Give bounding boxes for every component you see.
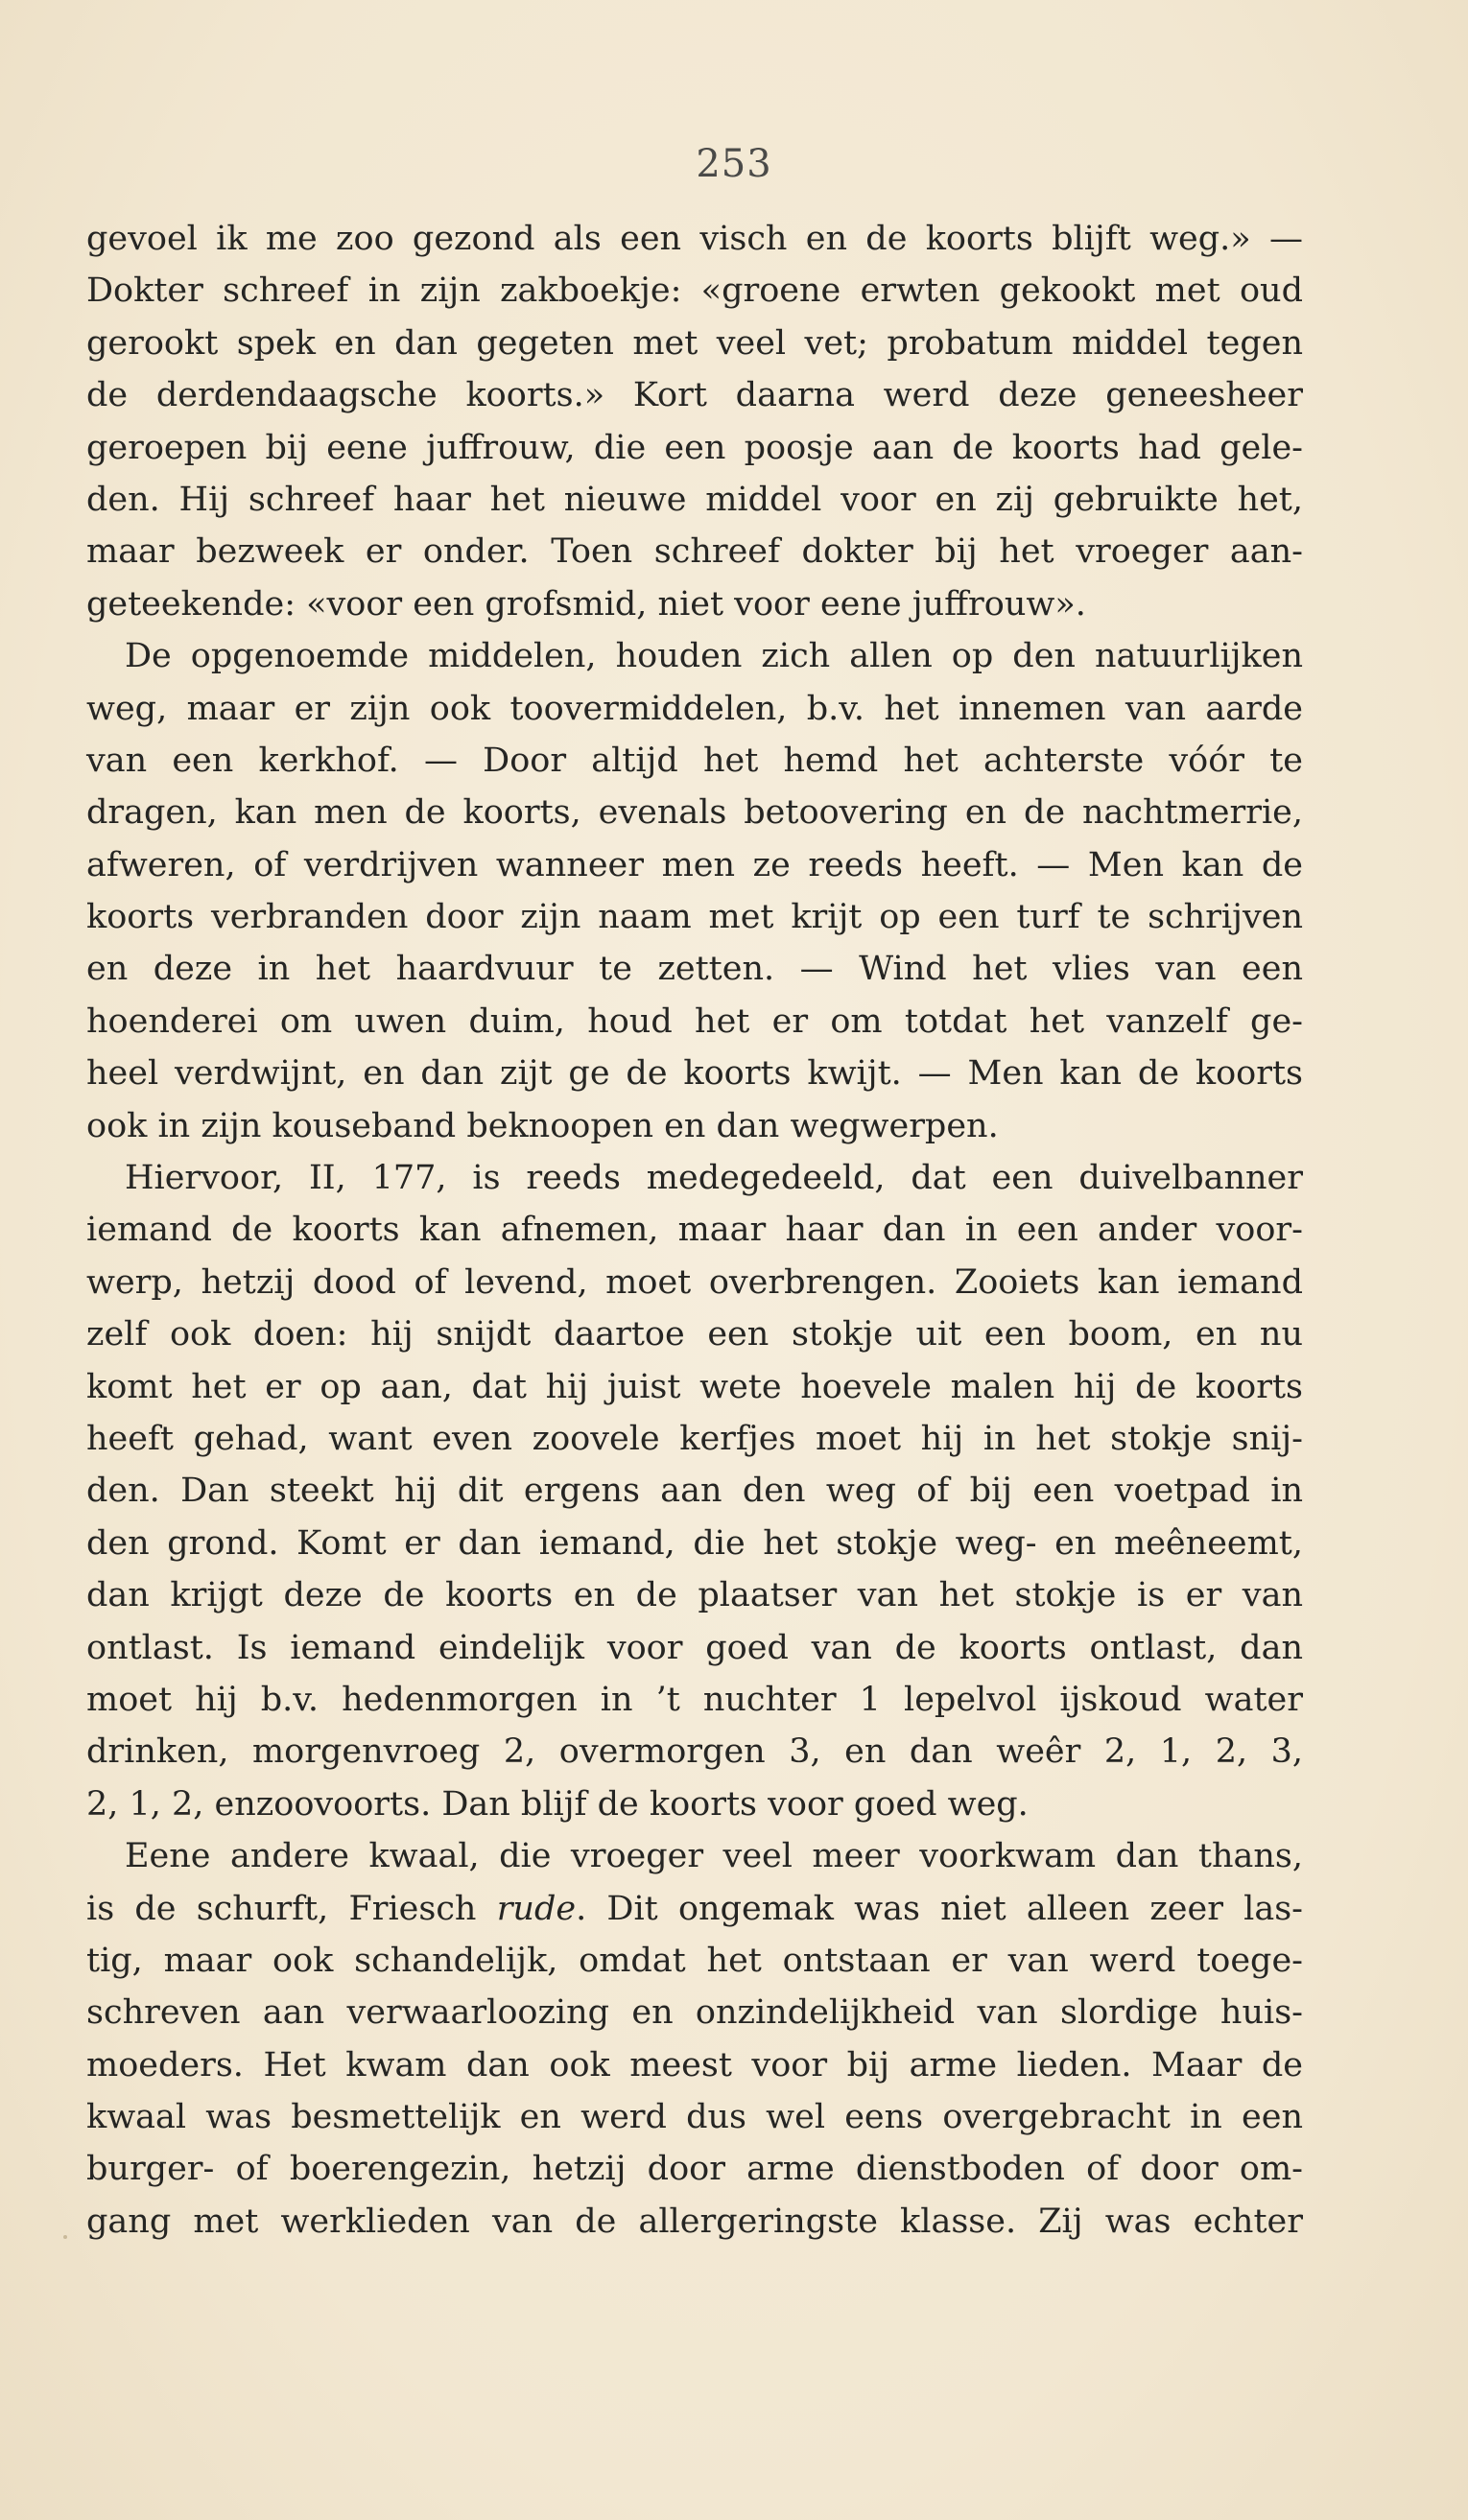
text-line: weg, maar er zijn ook toovermiddelen, b.v. het innemen van aarde [86, 689, 1303, 728]
text-line: werp, hetzij dood of levend, moet overbrengen. Zooiets kan iemand [86, 1262, 1303, 1302]
text-line: geroepen bij eene juffrouw, die een poosje aan de koorts had gele- [86, 428, 1303, 467]
text-line: gerookt spek en dan gegeten met veel vet; probatum middel tegen [86, 323, 1303, 363]
text-line: dan krijgt deze de koorts en de plaatser van het stokje is er van [86, 1576, 1303, 1615]
text-line: kwaal was besmettelijk en werd dus wel eens overgebracht in een [86, 2098, 1303, 2137]
text-line: komt het er op aan, dat hij juist wete hoevele malen hij de koorts [86, 1367, 1303, 1406]
page-number: 253 [696, 142, 772, 186]
text-line: ook in zijn kouseband beknoopen en dan wegwerpen. [86, 1106, 999, 1145]
paper-spot [63, 2235, 67, 2239]
text-line: Dokter schreef in zijn zakboekje: «groene erwten gekookt met oud [86, 271, 1303, 311]
text-line: Eene andere kwaal, die vroeger veel meer voorkwam dan thans, [125, 1837, 1303, 1876]
text-line: is de schurft, Friesch rude. Dit ongemak was niet alleen zeer las- [86, 1889, 1303, 1928]
text-line: drinken, morgenvroeg 2, overmorgen 3, en dan weêr 2, 1, 2, 3, [86, 1732, 1303, 1772]
text-line: koorts verbranden door zijn naam met krijt op een turf te schrijven [86, 898, 1303, 937]
text-line: den. Hij schreef haar het nieuwe middel voor en zij gebruikte het, [86, 480, 1303, 519]
body-text [86, 213, 1303, 2248]
text-line: Hiervoor, II, 177, is reeds medegedeeld, dat een duivelbanner [125, 1159, 1303, 1198]
text-line: schreven aan verwaarloozing en onzindelijkheid van slordige huis- [86, 1993, 1303, 2033]
text-line: van een kerkhof. — Door altijd het hemd het achterste vóór te [86, 741, 1303, 780]
text-line: den grond. Komt er dan iemand, die het stokje weg- en meêneemt, [86, 1523, 1303, 1563]
text-line: iemand de koorts kan afnemen, maar haar dan in een ander voor- [86, 1211, 1303, 1250]
text-line: afweren, of verdrijven wanneer men ze reeds heeft. — Men kan de [86, 845, 1303, 884]
text-line: den. Dan steekt hij dit ergens aan den weg of bij een voetpad in [86, 1472, 1303, 1511]
text-line: en deze in het haardvuur te zetten. — Wind het vlies van een [86, 950, 1303, 989]
text-line: gevoel ik me zoo gezond als een visch en de koorts blijft weg.» — [86, 220, 1303, 258]
text-line: geteekende: «voor een grofsmid, niet voor eene juffrouw». [86, 584, 1086, 624]
text-line: de derdendaagsche koorts.» Kort daarna werd deze geneesheer [86, 376, 1303, 415]
text-line: dragen, kan men de koorts, evenals betoovering en de nachtmerrie, [86, 793, 1303, 833]
text-line: tig, maar ook schandelijk, omdat het ontstaan er van werd toege- [86, 1941, 1303, 1980]
text-line: heeft gehad, want even zoovele kerfjes moet hij in het stokje snij- [86, 1419, 1303, 1458]
text-line: hoenderei om uwen duim, houd het er om totdat het vanzelf ge- [86, 1001, 1303, 1041]
text-line: ontlast. Is iemand eindelijk voor goed van de koorts ontlast, dan [86, 1628, 1303, 1667]
text-line: maar bezweek er onder. Toen schreef dokter bij het vroeger aan- [86, 532, 1303, 572]
text-line: moet hij b.v. hedenmorgen in ’t nuchter 1 lepelvol ijskoud water [86, 1680, 1303, 1719]
text-line: burger- of boerengezin, hetzij door arme dienstboden of door om- [86, 2150, 1303, 2189]
text-line: gang met werklieden van de allergeringste klasse. Zij was echter [86, 2202, 1303, 2241]
text-line: De opgenoemde middelen, houden zich allen op den natuurlijken [125, 637, 1303, 676]
text-line: zelf ook doen: hij snijdt daartoe een stokje uit een boom, en nu [86, 1315, 1303, 1354]
text-line: 2, 1, 2, enzoovoorts. Dan blijf de koorts voor goed weg. [86, 1784, 1029, 1824]
text-line: heel verdwijnt, en dan zijt ge de koorts kwijt. — Men kan de koorts [86, 1054, 1303, 1094]
text-line: moeders. Het kwam dan ook meest voor bij arme lieden. Maar de [86, 2045, 1303, 2084]
italic-word: rude [496, 1889, 577, 1928]
